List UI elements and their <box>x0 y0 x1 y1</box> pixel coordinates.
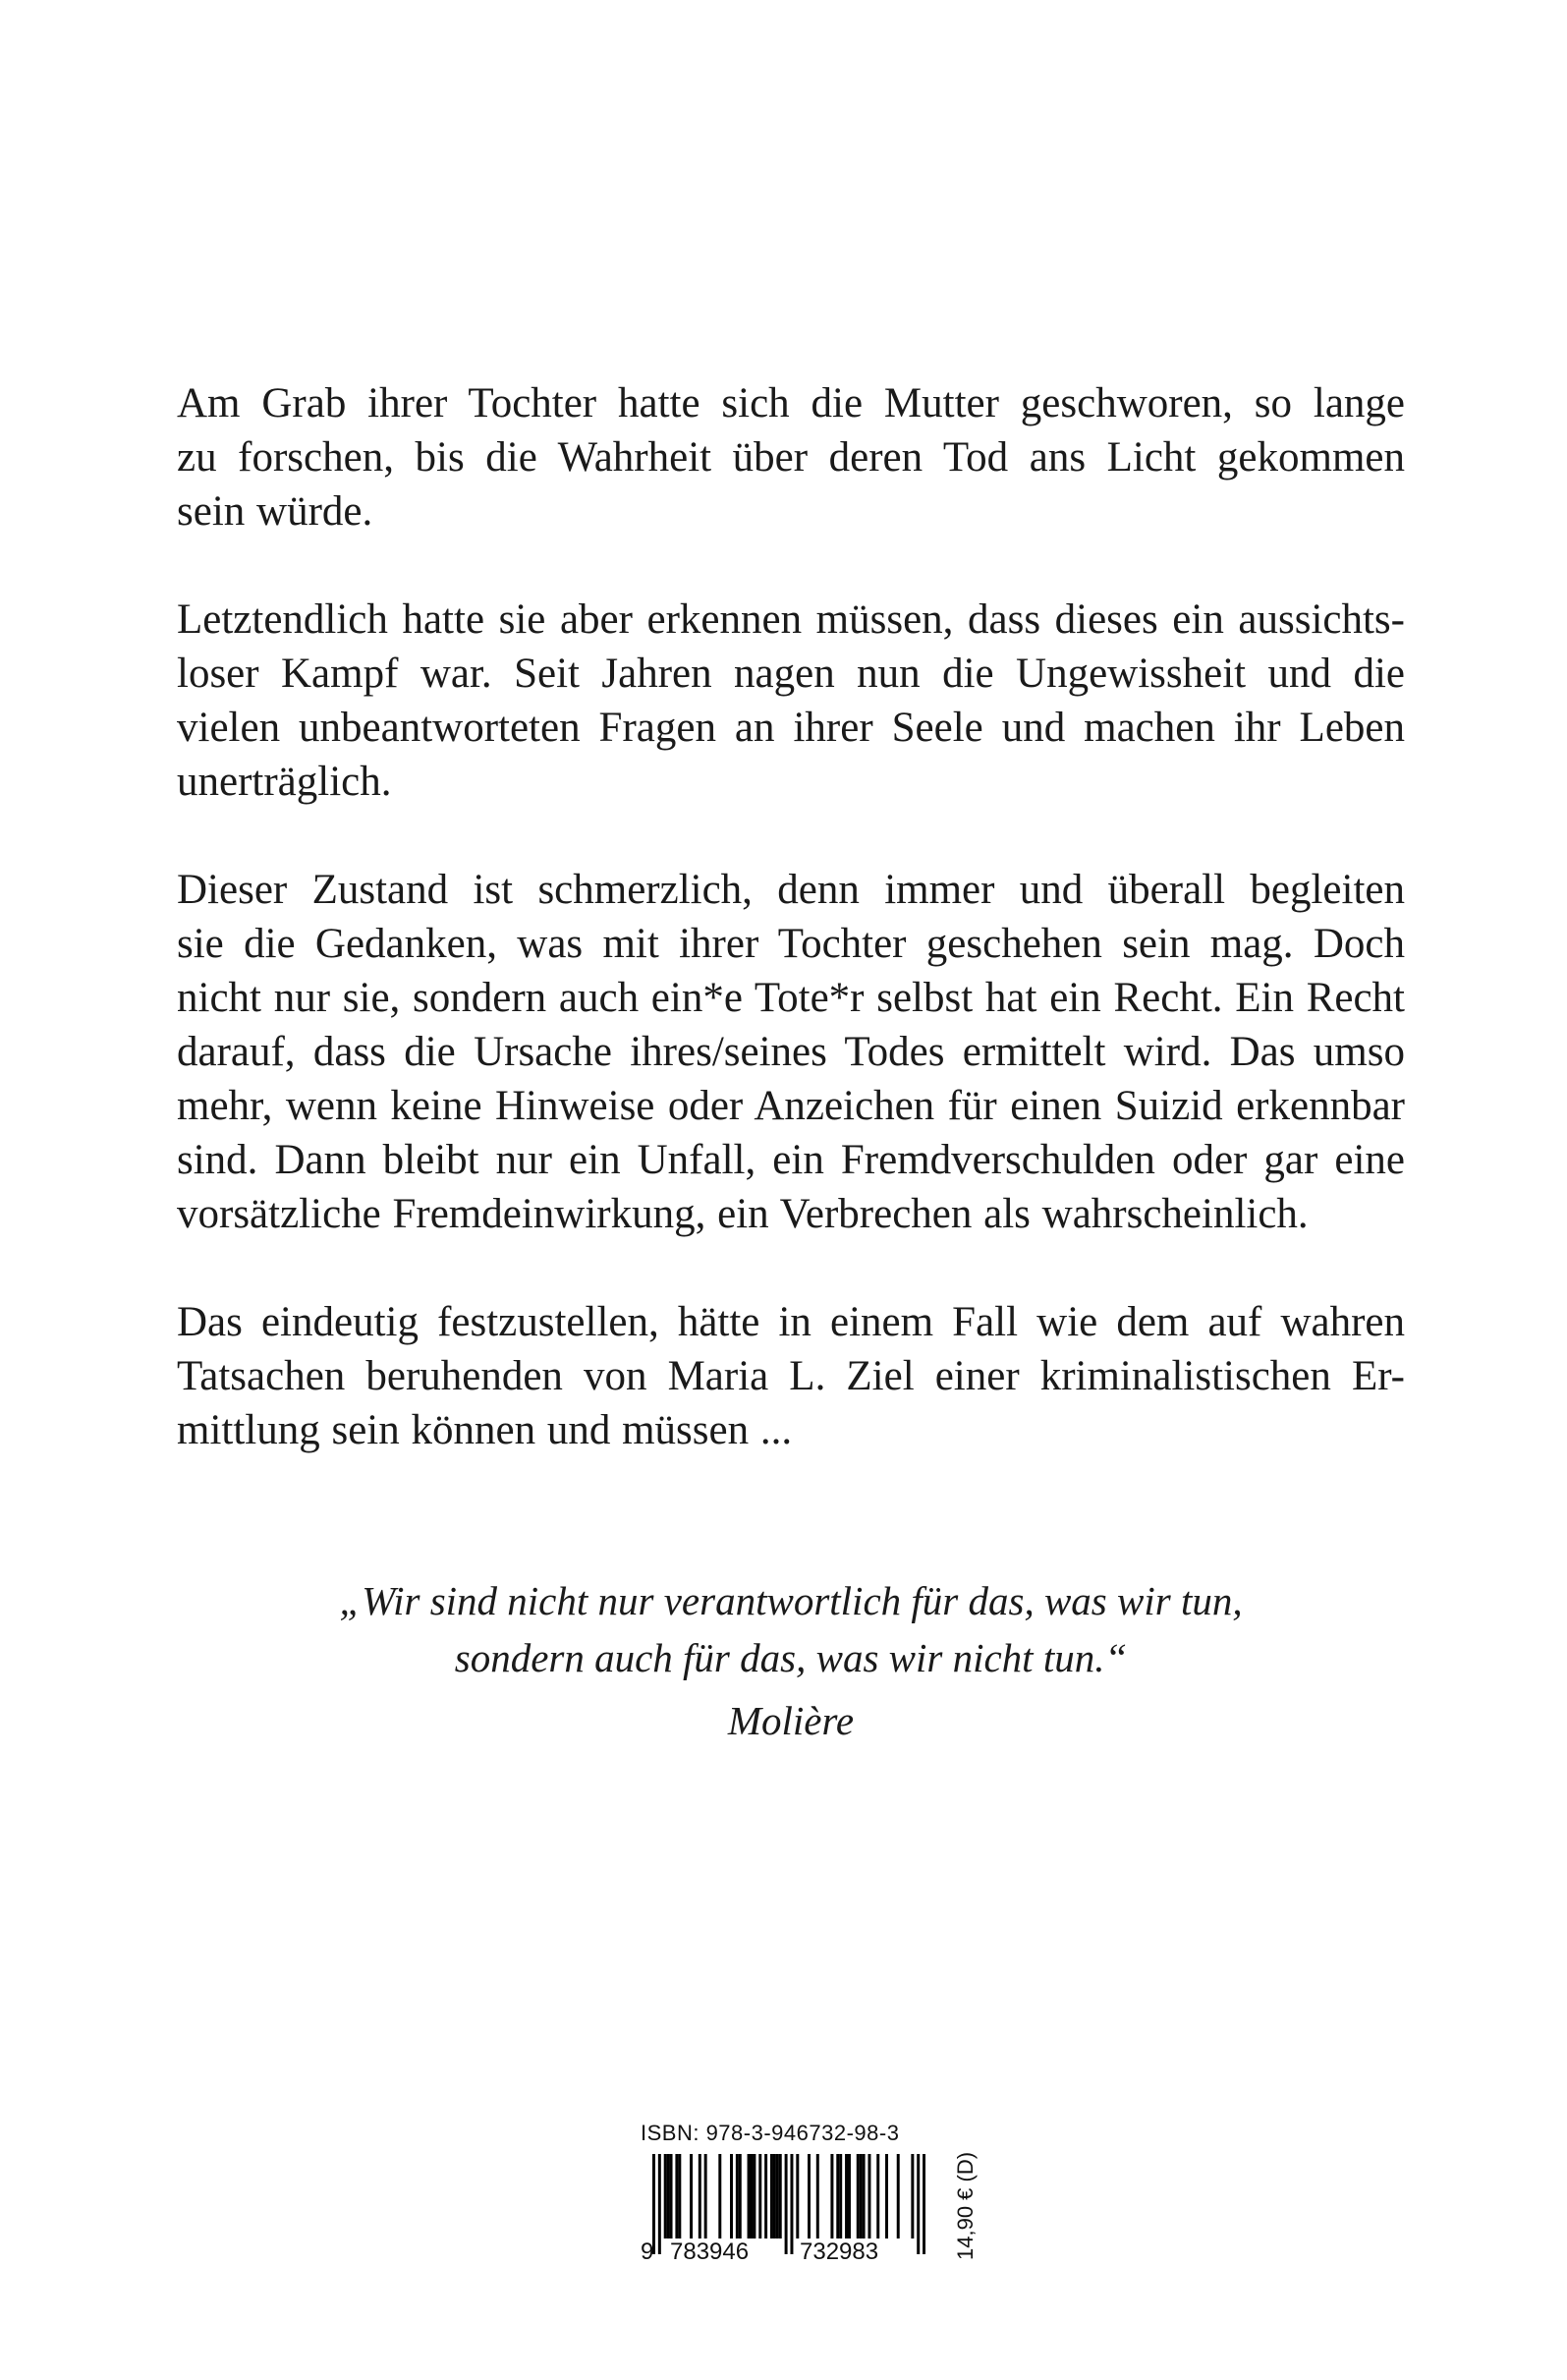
blurb-paragraph-1 <box>177 376 1405 538</box>
quote-line-2: sondern auch für das, was wir nicht tun.“ <box>454 1635 1128 1680</box>
barcode-bar <box>796 2154 799 2238</box>
barcode-bar <box>667 2154 670 2238</box>
barcode-bar <box>664 2154 667 2238</box>
barcode-bar <box>845 2154 848 2238</box>
barcode-bar <box>718 2154 721 2238</box>
barcode-bar <box>748 2154 751 2238</box>
barcode-bar <box>776 2154 779 2238</box>
quote-line-1: „Wir sind nicht nur verantwortlich für das, was wir tun, <box>339 1578 1243 1623</box>
barcode-bar <box>848 2154 851 2238</box>
barcode-bar <box>699 2154 701 2238</box>
blurb-line: mittlung sein können und müssen ... <box>177 1407 793 1453</box>
blurb-line: sie die Gedanken, was mit ihrer Tochter geschehen sein mag. Doch <box>177 921 1405 967</box>
barcode-bar <box>704 2154 707 2238</box>
barcode-bar <box>816 2154 819 2238</box>
barcode-bar <box>736 2154 739 2238</box>
barcode-bar <box>678 2154 681 2238</box>
epigraph-quote <box>177 1572 1405 1749</box>
blurb-line: Das eindeutig festzustellen, hätte in einem Fall wie dem auf wahren <box>177 1299 1405 1345</box>
barcode-bar <box>730 2154 733 2238</box>
blurb-line: loser Kampf war. Seit Jahren nagen nun die Ungewissheit und die <box>177 651 1405 697</box>
barcode-bar <box>860 2154 863 2238</box>
barcode-bar <box>876 2154 879 2238</box>
barcode-bar <box>753 2154 756 2238</box>
blurb-paragraph-3 <box>177 863 1405 1241</box>
barcode-bar <box>750 2154 753 2238</box>
blurb-line: nicht nur sie, sondern auch ein*e Tote*r selbst hat ein Recht. Ein Recht <box>177 975 1405 1021</box>
ean-digits <box>641 2238 925 2268</box>
barcode-bar <box>897 2154 900 2238</box>
blurb-line: darauf, dass die Ursache ihres/seines Todes ermittelt wird. Das umso <box>177 1029 1405 1075</box>
barcode-bar <box>670 2154 673 2238</box>
barcode-bar <box>758 2154 761 2238</box>
barcode-bar <box>836 2154 839 2238</box>
price-label: 14,90 € (D) <box>953 2151 978 2260</box>
barcode-bar <box>830 2154 833 2238</box>
blurb-line: sind. Dann bleibt nur ein Unfall, ein Fremdverschulden oder gar eine <box>177 1137 1405 1183</box>
barcode-bar <box>808 2154 811 2238</box>
quote-author: Molière <box>727 1698 855 1743</box>
barcode-bar <box>773 2154 776 2238</box>
blurb-paragraph-4 <box>177 1295 1405 1457</box>
blurb-line: unerträglich. <box>177 759 392 805</box>
blurb-line: mehr, wenn keine Hinweise oder Anzeichen für einen Suizid erkennbar <box>177 1083 1405 1129</box>
blurb-line: Dieser Zustand ist schmerzlich, denn immer und überall begleiten <box>177 867 1405 913</box>
barcode-bar <box>857 2154 860 2238</box>
blurb-line: Tatsachen beruhenden von Maria L. Ziel einer kriminalistischen Er- <box>177 1353 1405 1399</box>
blurb-paragraph-2 <box>177 593 1405 809</box>
isbn-barcode-block <box>641 2121 935 2282</box>
blurb-line: vielen unbeantworteten Fragen an ihrer Seele und machen ihr Leben <box>177 705 1405 751</box>
barcode-bar <box>779 2154 782 2238</box>
isbn-label: ISBN: 978-3-946732-98-3 <box>641 2121 900 2145</box>
blurb-line: vorsätzliche Fremdeinwirkung, ein Verbrechen als wahrscheinlich. <box>177 1191 1309 1237</box>
blurb-text <box>177 376 1405 1511</box>
barcode-bar <box>839 2154 842 2238</box>
barcode-bar <box>764 2154 767 2238</box>
blurb-line: zu forschen, bis die Wahrheit über deren Tod ans Licht gekommen <box>177 434 1405 481</box>
barcode-bar <box>867 2154 870 2238</box>
blurb-line: Letztendlich hatte sie aber erkennen müssen, dass dieses ein aussichts- <box>177 596 1405 643</box>
barcode-bar <box>770 2154 773 2238</box>
barcode-bar <box>675 2154 678 2238</box>
ean-right-group: 732983 <box>800 2238 879 2265</box>
blurb-line: Am Grab ihrer Tochter hatte sich die Mutter geschworen, so lange <box>177 380 1405 426</box>
barcode-bar <box>885 2154 888 2238</box>
blurb-line: sein würde. <box>177 488 373 535</box>
ean-lead-digit: 9 <box>641 2238 654 2265</box>
barcode-bar <box>911 2154 914 2238</box>
barcode-bar <box>863 2154 866 2238</box>
barcode-bar <box>739 2154 742 2238</box>
ean-left-group: 783946 <box>670 2238 750 2265</box>
barcode-bar <box>690 2154 693 2238</box>
